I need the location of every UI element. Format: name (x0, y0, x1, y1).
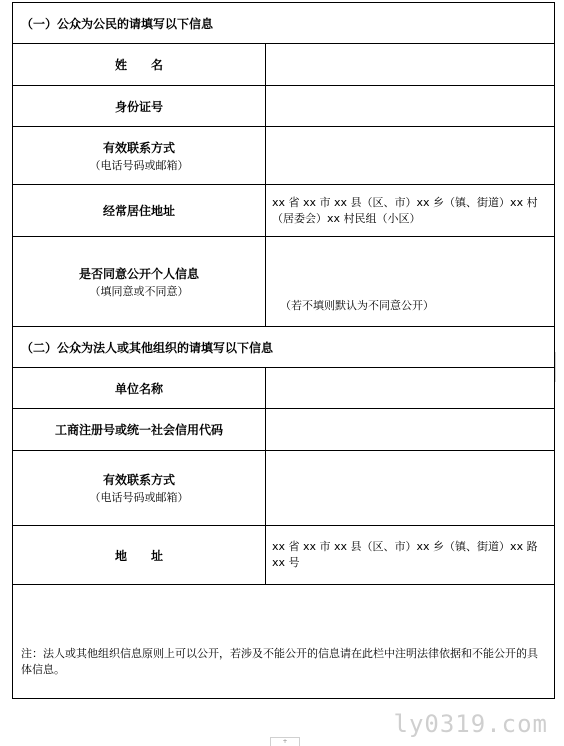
section1-header-row (13, 3, 555, 44)
consent-label-cell (13, 237, 266, 327)
unit-label: 单位名称 (114, 381, 163, 396)
bottom-tab-marker: + (270, 737, 300, 746)
row-unit (13, 368, 555, 409)
section2-header-row (13, 327, 555, 368)
org-contact-label: 有效联系方式 (102, 473, 175, 487)
org-contact-input-cell[interactable] (266, 451, 555, 526)
id-label-cell (13, 86, 266, 127)
row-note (13, 585, 555, 699)
org-address-value[interactable]: xx 省 xx 市 xx 县（区、市）xx 乡（镇、街道）xx 路 xx 号 (266, 526, 555, 585)
consent-value[interactable]: （若不填则默认为不同意公开） (266, 237, 555, 327)
id-label: 身份证号 (114, 99, 163, 114)
address-label-cell (13, 185, 266, 237)
name-input-cell[interactable] (266, 44, 555, 86)
row-org-address (13, 526, 555, 585)
row-contact (13, 127, 555, 185)
address-label: 经常居住地址 (102, 204, 175, 218)
consent-sub-label: （填同意或不同意） (89, 284, 189, 298)
info-form-table (12, 2, 555, 699)
reg-label-cell (13, 409, 266, 451)
unit-input-cell[interactable] (266, 368, 555, 409)
contact-input-cell[interactable] (266, 127, 555, 185)
row-reg (13, 409, 555, 451)
consent-label: 是否同意公开个人信息 (78, 266, 199, 281)
section1-header: （一）公众为公民的请填写以下信息 (13, 3, 555, 44)
org-address-label: 地 址 (114, 548, 163, 563)
row-name (13, 44, 555, 86)
name-label-cell (13, 44, 266, 86)
row-id (13, 86, 555, 127)
note-text[interactable]: 注：法人或其他组织信息原则上可以公开，若涉及不能公开的信息请在此栏中注明法律依据和不能公开的具体信息。 (13, 585, 555, 699)
section2-header: （二）公众为法人或其他组织的请填写以下信息 (13, 327, 555, 368)
org-contact-label-cell (13, 451, 266, 526)
row-address (13, 185, 555, 237)
row-org-contact (13, 451, 555, 526)
address-value[interactable]: xx 省 xx 市 xx 县（区、市）xx 乡（镇、街道）xx 村（居委会）xx 村民组（小区） (266, 185, 555, 237)
reg-label: 工商注册号或统一社会信用代码 (54, 423, 223, 437)
watermark: ly0319.com (393, 710, 548, 738)
id-input-cell[interactable] (266, 86, 555, 127)
row-consent (13, 237, 555, 327)
unit-label-cell (13, 368, 266, 409)
org-contact-sub-label: （电话号码或邮箱） (89, 491, 189, 504)
contact-label: 有效联系方式 (102, 140, 175, 155)
contact-label-cell (13, 127, 266, 185)
name-label: 姓 名 (114, 58, 163, 72)
page-edge-marker (555, 352, 562, 382)
reg-input-cell[interactable] (266, 409, 555, 451)
contact-sub-label: （电话号码或邮箱） (89, 158, 189, 172)
org-address-label-cell (13, 526, 266, 585)
